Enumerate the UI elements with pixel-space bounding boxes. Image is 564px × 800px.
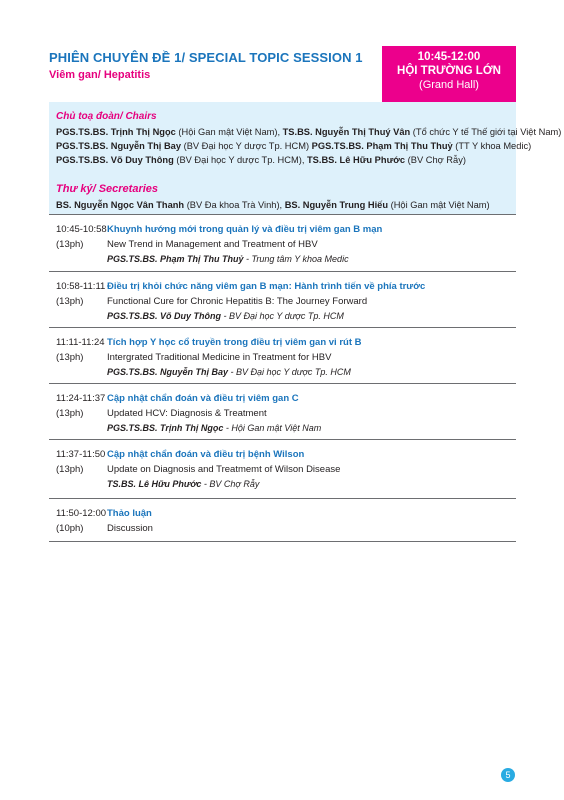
talk-speaker (107, 479, 259, 489)
hall-name-vi: HỘI TRƯỜNG LỚN (397, 65, 501, 77)
talk-speaker (107, 254, 349, 264)
speaker-name: TS.BS. Lê Hữu Phước (107, 479, 202, 489)
chair-name: TS.BS. Nguyễn Thị Thuý Vân (282, 127, 411, 137)
secretary-affiliation: (BV Đa khoa Trà Vinh), (184, 200, 285, 210)
speaker-affiliation: - Trung tâm Y khoa Medic (243, 254, 349, 264)
speaker-name: PGS.TS.BS. Võ Duy Thông (107, 311, 222, 321)
speaker-name: PGS.TS.BS. Trịnh Thị Ngọc (107, 423, 224, 433)
talk-speaker (107, 423, 321, 433)
program-row (49, 328, 516, 384)
secretaries-label: Thư ký/ Secretaries (56, 183, 159, 195)
talk-time: 11:11-11:24 (56, 337, 105, 348)
talk-title-en: Update on Diagnosis and Treatmemt of Wilson Disease (107, 464, 341, 475)
page-number: 5 (501, 768, 515, 782)
chair-affiliation: (TT Y khoa Medic) (452, 141, 532, 151)
talk-title-en: Discussion (107, 523, 153, 534)
chair-name: PGS.TS.BS. Trịnh Thị Ngọc (56, 127, 176, 137)
chair-affiliation: (Hội Gan mật Việt Nam), (175, 127, 283, 137)
chair-name: PGS.TS.BS. Phạm Thị Thu Thuỷ (311, 141, 453, 151)
talk-time: 11:24-11:37 (56, 393, 106, 404)
program-row (49, 440, 516, 499)
chair-name: PGS.TS.BS. Võ Duy Thông (56, 155, 174, 165)
chair-name: TS.BS. Lê Hữu Phước (307, 155, 406, 165)
chair-name: PGS.TS.BS. Nguyễn Thị Bay (56, 141, 182, 151)
talk-time: 11:37-11:50 (56, 449, 106, 460)
speaker-affiliation: - BV Đại học Y dược Tp. HCM (221, 311, 344, 321)
talk-duration: (13ph) (56, 352, 84, 363)
chairs-label: Chủ toạ đoàn/ Chairs (56, 111, 157, 122)
speaker-name: PGS.TS.BS. Phạm Thị Thu Thuỷ (107, 254, 244, 264)
program-row (49, 215, 516, 272)
session-time: 10:45-12:00 (417, 51, 481, 63)
talk-duration: (13ph) (56, 408, 84, 419)
talk-title-vi: Cập nhật chẩn đoán và điều trị viêm gan C (107, 393, 299, 404)
talk-time: 10:45-10:58 (56, 224, 107, 235)
talk-duration: (13ph) (56, 464, 84, 475)
chair-affiliation: (BV Đại học Y dược Tp. HCM) (181, 141, 312, 151)
talk-title-en: Intergrated Traditional Medicine in Treatment for HBV (107, 352, 332, 363)
secretary-name: BS. Nguyễn Trung Hiếu (284, 200, 389, 210)
talk-title-en: Functional Cure for Chronic Hepatitis B: The Journey Forward (107, 296, 368, 307)
speaker-affiliation: - Hội Gan mật Việt Nam (223, 423, 322, 433)
talk-time: 10:58-11:11 (56, 281, 106, 292)
talk-title-vi: Thảo luận (107, 508, 152, 519)
chairs-box (49, 102, 562, 215)
chairs-line (56, 153, 561, 167)
chair-affiliation: (BV Chợ Rẫy) (405, 155, 466, 165)
talk-title-vi: Cập nhật chẩn đoán và điều trị bệnh Wilson (107, 449, 305, 460)
chair-affiliation: (Tổ chức Y tế Thế giới tại Việt Nam) (410, 127, 562, 137)
program-row (49, 384, 516, 440)
program-row (49, 499, 516, 542)
talk-title-en: New Trend in Management and Treatment of HBV (107, 239, 318, 250)
talk-duration: (10ph) (56, 523, 84, 534)
speaker-name: PGS.TS.BS. Nguyễn Thị Bay (107, 367, 229, 377)
time-box (382, 46, 516, 102)
talk-speaker (107, 367, 351, 377)
talk-title-vi: Điều trị khỏi chức năng viêm gan B mạn: Hành trình tiến về phía trước (107, 281, 426, 292)
talk-title-vi: Tích hợp Y học cổ truyền trong điều trị viêm gan vi rút B (107, 337, 362, 348)
speaker-affiliation: - BV Đại học Y dược Tp. HCM (228, 367, 351, 377)
talk-title-en: Updated HCV: Diagnosis & Treatment (107, 408, 267, 419)
talk-duration: (13ph) (56, 239, 84, 250)
session-title: PHIÊN CHUYÊN ĐỀ 1/ SPECIAL TOPIC SESSION 1 (49, 50, 363, 65)
talk-duration: (13ph) (56, 296, 84, 307)
chairs-line (56, 139, 561, 153)
session-subtitle: Viêm gan/ Hepatitis (49, 69, 151, 81)
hall-name-en: (Grand Hall) (419, 79, 479, 91)
chairs-line (56, 125, 561, 139)
speaker-affiliation: - BV Chợ Rẫy (201, 479, 260, 489)
secretary-name: BS. Nguyễn Ngọc Vân Thanh (56, 200, 185, 210)
chair-affiliation: (BV Đại học Y dược Tp. HCM), (173, 155, 307, 165)
program-row (49, 272, 516, 328)
secretaries-line (56, 198, 490, 212)
chairs-lines (56, 125, 561, 167)
talk-time: 11:50-12:00 (56, 508, 107, 519)
secretary-affiliation: (Hội Gan mật Việt Nam) (388, 200, 490, 210)
talk-speaker (107, 311, 344, 321)
talk-title-vi: Khuynh hướng mới trong quản lý và điều trị viêm gan B mạn (107, 224, 383, 235)
